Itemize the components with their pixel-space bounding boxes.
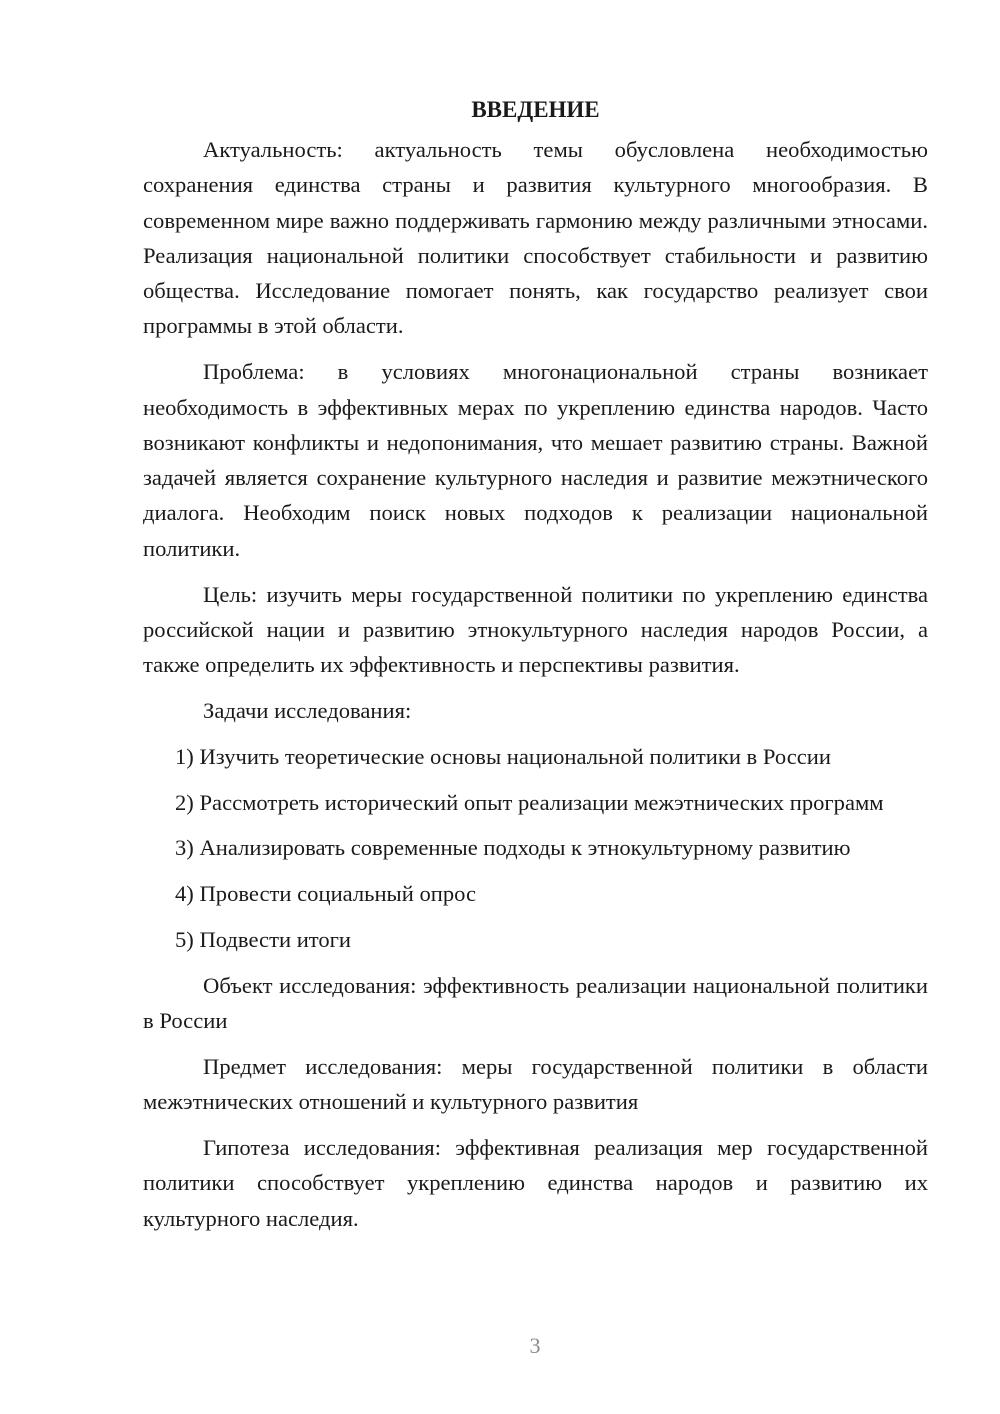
task-item: 1) Изучить теоретические основы национальной политики в России xyxy=(175,743,831,769)
hypothesis-paragraph: Гипотеза исследования: эффективная реализация мер государственной политики способствует укреплению единства народов и развитию их культурного наследия. xyxy=(143,1134,928,1231)
task-item: 3) Анализировать современные подходы к этнокультурному развитию xyxy=(175,835,851,861)
section-heading: ВВЕДЕНИЕ xyxy=(471,97,600,122)
page-number: 3 xyxy=(529,1333,541,1358)
relevance-paragraph: Актуальность: актуальность темы обусловлена необходимостью сохранения единства страны и развития культурного многообразия. В современном мире важно поддерживать гармонию между различными этносами. Реализация национальной политики способствует стабильности и развитию общества. Исследование помогает понять, как государство реализует свои программы в этой области. xyxy=(143,137,928,339)
document-page xyxy=(143,92,928,1246)
task-item: 4) Провести социальный опрос xyxy=(175,881,477,907)
task-item: 2) Рассмотреть исторический опыт реализации межэтнических программ xyxy=(175,789,884,815)
tasks-title: Задачи исследования: xyxy=(203,697,412,723)
problem-paragraph: Проблема: в условиях многонациональной страны возникает необходимость в эффективных мерах по укреплению единства народов. Часто возникают конфликты и недопонимания, что мешает развитию страны. Важной задачей является сохранение культурного наследия и развитие межэтнического диалога. Необходим поиск новых подходов к реализации национальной политики. xyxy=(143,359,928,561)
object-paragraph: Объект исследования: эффективность реализации национальной политики в России xyxy=(143,972,928,1034)
subject-paragraph: Предмет исследования: меры государственной политики в области межэтнических отношений и культурного развития xyxy=(143,1053,928,1115)
task-item: 5) Подвести итоги xyxy=(175,926,352,952)
goal-paragraph: Цель: изучить меры государственной политики по укреплению единства российской нации и развитию этнокультурного наследия народов России, а также определить их эффективность и перспективы развития. xyxy=(143,581,928,678)
